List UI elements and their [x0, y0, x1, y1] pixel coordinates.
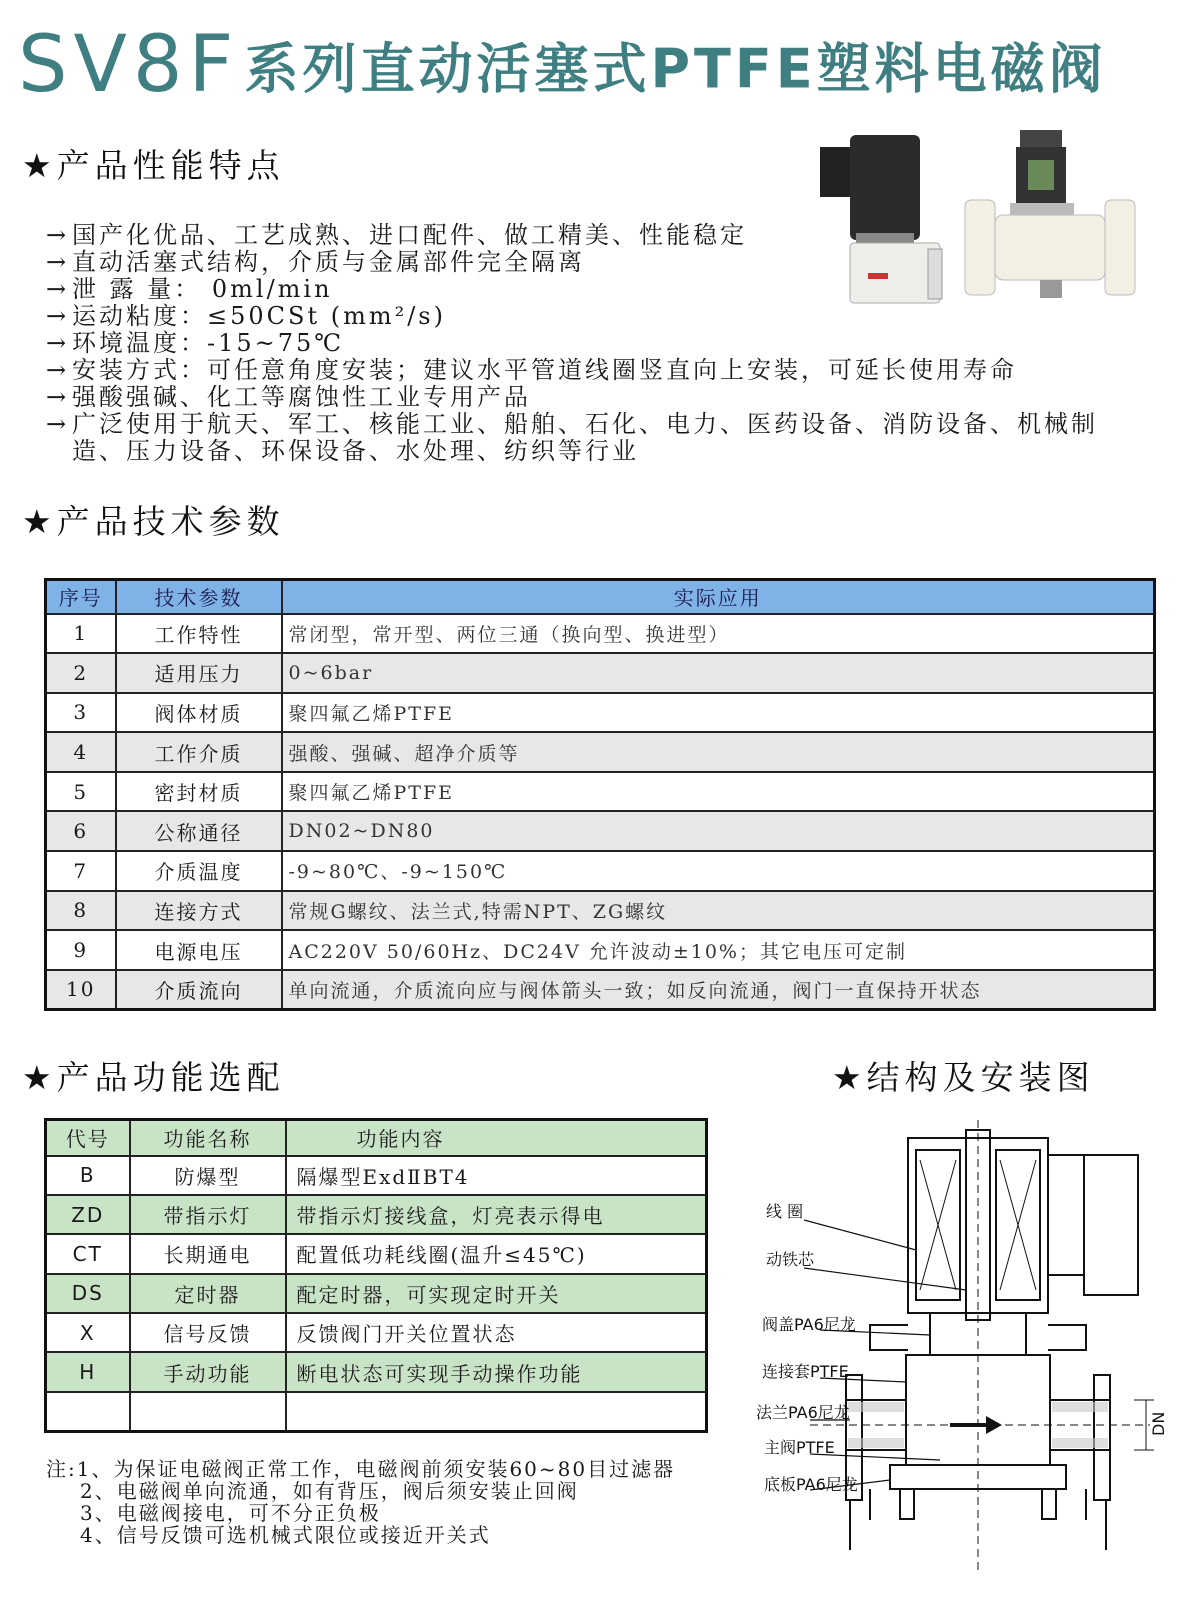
structure-diagram	[750, 1120, 1170, 1580]
table-row: ZD 带指示灯 带指示灯接线盒，灯亮表示得电	[46, 1195, 707, 1234]
model-name: SV8F	[18, 20, 240, 110]
col-header: 实际应用	[282, 580, 1155, 614]
col-header: 代号	[46, 1120, 130, 1156]
features-heading: ★产品性能特点	[22, 146, 285, 185]
feature-item: → 运动粘度：≤50CSt (mm²/s)	[46, 302, 446, 330]
table-row: X 信号反馈 反馈阀门开关位置状态	[46, 1313, 707, 1352]
col-header: 功能名称	[130, 1120, 286, 1156]
notes	[46, 1458, 675, 1546]
label-sleeve: 连接套PTFE	[762, 1362, 849, 1381]
label-dn: DN	[1149, 1411, 1168, 1436]
feature-item: → 直动活塞式结构，介质与金属部件完全隔离	[46, 248, 585, 276]
col-header: 技术参数	[116, 580, 282, 614]
valve-photo-2	[965, 130, 1135, 298]
structure-heading: ★结构及安装图	[832, 1058, 1095, 1097]
feature-item: → 安装方式：可任意角度安装；建议水平管道线圈竖直向上安装，可延长使用寿命	[46, 356, 1017, 384]
note-line: 3、电磁阀接电，可不分正负极	[80, 1501, 381, 1525]
note-line: 注:1、为保证电磁阀正常工作，电磁阀前须安装60~80目过滤器	[46, 1457, 676, 1481]
feature-item: → 环境温度：-15~75℃	[46, 329, 345, 357]
label-core: 动铁芯	[766, 1250, 815, 1269]
product-photos	[810, 125, 1150, 325]
table-row: 8 连接方式 常规G螺纹、法兰式,特需NPT、ZG螺纹	[46, 891, 1155, 931]
label-bonnet: 阀盖PA6尼龙	[762, 1315, 856, 1334]
feature-item: → 广泛使用于航天、军工、核能工业、船舶、石化、电力、医药设备、消防设备、机械制造、压力设备、环保设备、水处理、纺织等行业	[46, 410, 1098, 465]
table-row: 2 适用压力 0~6bar	[46, 653, 1155, 693]
spec-header-row	[46, 580, 1155, 614]
table-row: 3 阀体材质 聚四氟乙烯PTFE	[46, 693, 1155, 733]
feature-item: → 国产化优品、工艺成熟、进口配件、做工精美、性能稳定	[46, 221, 747, 249]
col-header: 序号	[46, 580, 116, 614]
table-row	[46, 1392, 707, 1431]
feature-item: → 强酸强碱、化工等腐蚀性工业专用产品	[46, 383, 531, 411]
col-header: 功能内容	[286, 1120, 707, 1156]
note-line: 2、电磁阀单向流通，如有背压，阀后须安装止回阀	[80, 1479, 579, 1503]
note-line: 4、信号反馈可选机械式限位或接近开关式	[80, 1523, 491, 1547]
table-row: H 手动功能 断电状态可实现手动操作功能	[46, 1352, 707, 1391]
page-title	[18, 20, 1107, 110]
option-table	[44, 1118, 708, 1433]
table-row: 4 工作介质 强酸、强碱、超净介质等	[46, 732, 1155, 772]
table-row: 5 密封材质 聚四氟乙烯PTFE	[46, 772, 1155, 812]
table-row: CT 长期通电 配置低功耗线圈(温升≤45℃)	[46, 1234, 707, 1273]
label-body: 主阀PTFE	[764, 1438, 835, 1457]
table-row: 10 介质流向 单向流通，介质流向应与阀体箭头一致；如反向流通，阀门一直保持开状态	[46, 970, 1155, 1010]
table-row: 6 公称通径 DN02~DN80	[46, 811, 1155, 851]
label-base: 底板PA6尼龙	[764, 1475, 858, 1494]
option-header-row	[46, 1120, 707, 1156]
specs-heading: ★产品技术参数	[22, 502, 285, 541]
valve-photo-1	[820, 135, 942, 303]
label-coil: 线 圈	[766, 1202, 804, 1221]
table-row: DS 定时器 配定时器，可实现定时开关	[46, 1274, 707, 1313]
feature-item: → 泄 露 量： 0ml/min	[46, 275, 333, 303]
table-row: 7 介质温度 -9~80℃、-9~150℃	[46, 851, 1155, 891]
options-heading: ★产品功能选配	[22, 1058, 285, 1097]
label-flange: 法兰PA6尼龙	[756, 1403, 850, 1422]
table-row: 9 电源电压 AC220V 50/60Hz、DC24V 允许波动±10%；其它电压可定制	[46, 930, 1155, 970]
title-text: 系列直动活塞式PTFE塑料电磁阀	[244, 37, 1107, 101]
table-row: B 防爆型 隔爆型ExdⅡBT4	[46, 1156, 707, 1195]
table-row: 1 工作特性 常闭型，常开型、两位三通（换向型、换进型）	[46, 614, 1155, 654]
spec-table	[44, 578, 1156, 1011]
